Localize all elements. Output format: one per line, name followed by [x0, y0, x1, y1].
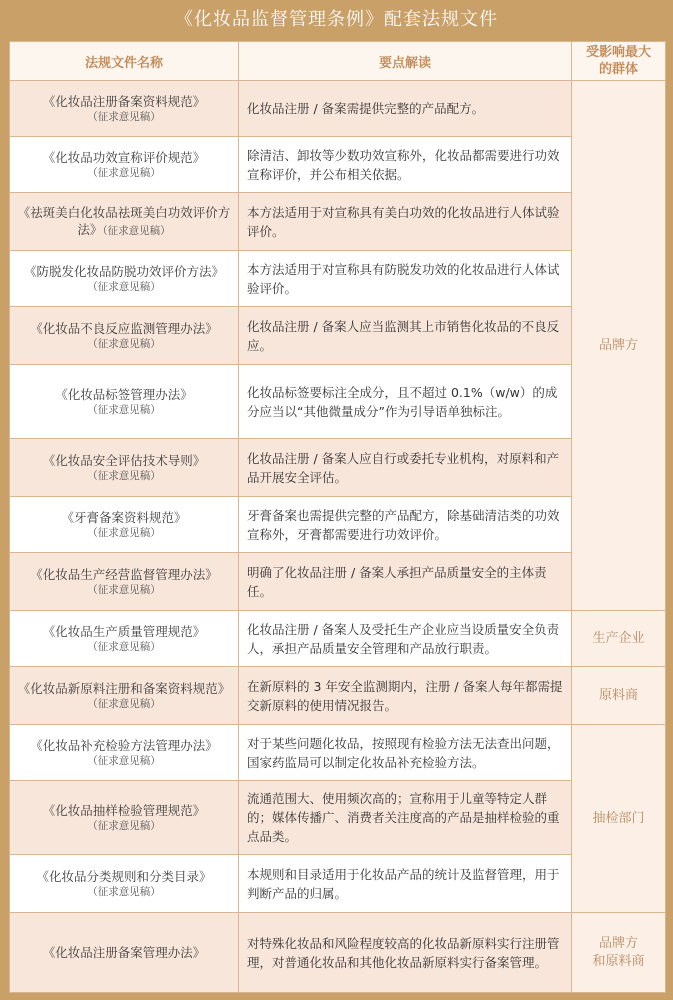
- key-point: 化妆品注册 / 备案人应自行或委托专业机构，对原料和产品开展安全评估。: [239, 439, 572, 497]
- regulation-table: [9, 41, 666, 993]
- table-row: [10, 81, 666, 137]
- draft-note: （征求意见稿）: [87, 403, 161, 416]
- regulation-name-cell: [10, 365, 239, 439]
- table-row: [10, 251, 666, 307]
- regulation-name: 《牙膏备案资料规范》: [61, 509, 187, 525]
- regulation-name: 《化妆品补充检验方法管理办法》: [30, 737, 218, 753]
- regulation-name-cell: [10, 667, 239, 725]
- table-row: [10, 781, 666, 855]
- page-title: 《化妆品监督管理条例》配套法规文件: [175, 9, 498, 30]
- affected-group-manufacturer: 生产企业: [572, 611, 666, 667]
- header-affected-group-line2: 的群体: [598, 62, 638, 77]
- regulation-name: 《化妆品标签管理办法》: [55, 386, 193, 402]
- affected-group-line2: 和原料商: [592, 953, 645, 969]
- key-point: 化妆品注册 / 备案需提供完整的产品配方。: [239, 81, 572, 137]
- affected-group-inspection: 抽检部门: [572, 725, 666, 913]
- affected-group-brand: 品牌方: [572, 81, 666, 611]
- key-point: 本方法适用于对宣称具有防脱发功效的化妆品进行人体试验评价。: [239, 251, 572, 307]
- table-row: [10, 855, 666, 913]
- regulation-name: 《化妆品生产经营监督管理办法》: [30, 566, 218, 582]
- regulation-name-cell: [10, 307, 239, 365]
- regulation-name-cell: [10, 725, 239, 781]
- regulation-name-cell: [10, 251, 239, 307]
- table-row: [10, 307, 666, 365]
- table-row: [10, 137, 666, 193]
- regulation-name-text: 《祛斑美白化妆品祛斑美白功效评价方法》: [17, 204, 231, 237]
- draft-note: （征求意见稿）: [87, 280, 161, 293]
- regulation-name: [10, 204, 238, 240]
- regulation-name: 《化妆品抽样检验管理规范》: [42, 802, 206, 818]
- regulation-name-cell: [10, 781, 239, 855]
- regulation-name-cell: [10, 497, 239, 553]
- key-point: 牙膏备案也需提供完整的产品配方，除基础清洁类的功效宣称外，牙膏都需要进行功效评价。: [239, 497, 572, 553]
- key-point: 除清洁、卸妆等少数功效宣称外，化妆品都需要进行功效宣称评价，并公布相关依据。: [239, 137, 572, 193]
- draft-note: （征求意见稿）: [87, 526, 161, 539]
- draft-note: （征求意见稿）: [102, 224, 171, 237]
- regulation-name: 《防脱发化妆品防脱功效评价方法》: [23, 263, 224, 279]
- header-affected-group-line1: 受影响最大: [585, 45, 651, 60]
- regulation-name: 《化妆品功效宣称评价规范》: [42, 149, 206, 165]
- table-header-row: [10, 42, 666, 81]
- header-key-points: 要点解读: [239, 42, 572, 81]
- table-row: [10, 439, 666, 497]
- draft-note: （征求意见稿）: [87, 885, 161, 898]
- header-regulation-name: 法规文件名称: [10, 42, 239, 81]
- key-point: 在新原料的 3 年安全监测期内，注册 / 备案人每年都需提交新原料的使用情况报告。: [239, 667, 572, 725]
- affected-group-raw-material: 原料商: [572, 667, 666, 725]
- regulation-name: 《化妆品安全评估技术导则》: [42, 452, 206, 468]
- regulation-name-cell: [10, 553, 239, 611]
- header-affected-group: [572, 42, 666, 81]
- table-row: [10, 497, 666, 553]
- table-row: [10, 913, 666, 993]
- table-row: [10, 193, 666, 251]
- key-point: 本规则和目录适用于化妆品产品的统计及监督管理，用于判断产品的归属。: [239, 855, 572, 913]
- table-row: [10, 553, 666, 611]
- draft-note: （征求意见稿）: [87, 583, 161, 596]
- regulation-name-cell: [10, 137, 239, 193]
- regulation-name: 《化妆品分类规则和分类目录》: [36, 868, 212, 884]
- regulation-name: 《化妆品不良反应监测管理办法》: [30, 320, 218, 336]
- draft-note: （征求意见稿）: [87, 754, 161, 767]
- key-point: 化妆品注册 / 备案人应当监测其上市销售化妆品的不良反应。: [239, 307, 572, 365]
- key-point: 化妆品标签要标注全成分，且不超过 0.1%（w/w）的成分应当以“其他微量成分”作为引导语单独标注。: [239, 365, 572, 439]
- draft-note: （征求意见稿）: [87, 819, 161, 832]
- key-point: 对于某些问题化妆品，按照现有检验方法无法查出问题，国家药监局可以制定化妆品补充检验方法。: [239, 725, 572, 781]
- affected-group-brand-and-raw-material: [572, 913, 666, 993]
- key-point: 对特殊化妆品和风险程度较高的化妆品新原料实行注册管理，对普通化妆品和其他化妆品新原料实行备案管理。: [239, 913, 572, 993]
- regulation-name-cell: [10, 81, 239, 137]
- key-point: 化妆品注册 / 备案人及受托生产企业应当设质量安全负责人，承担产品质量安全管理和产品放行职责。: [239, 611, 572, 667]
- regulation-name-cell: [10, 855, 239, 913]
- draft-note: （征求意见稿）: [87, 110, 161, 123]
- draft-note: （征求意见稿）: [87, 166, 161, 179]
- regulation-name-cell: [10, 193, 239, 251]
- table-row: [10, 725, 666, 781]
- draft-note: （征求意见稿）: [87, 337, 161, 350]
- regulation-name: 《化妆品注册备案资料规范》: [42, 93, 206, 109]
- regulation-name-cell: [10, 611, 239, 667]
- draft-note: （征求意见稿）: [87, 697, 161, 710]
- affected-group-line1: 品牌方: [598, 935, 638, 951]
- draft-note: （征求意见稿）: [87, 640, 161, 653]
- draft-note: （征求意见稿）: [87, 469, 161, 482]
- table-row: [10, 667, 666, 725]
- regulation-name-cell: [10, 439, 239, 497]
- regulation-name: 《化妆品生产质量管理规范》: [42, 623, 206, 639]
- key-point: 本方法适用于对宣称具有美白功效的化妆品进行人体试验评价。: [239, 193, 572, 251]
- key-point: 流通范围大、使用频次高的；宣称用于儿童等特定人群的；媒体传播广、消费者关注度高的产品是抽样检验的重点品类。: [239, 781, 572, 855]
- regulation-name-cell: [10, 913, 239, 993]
- regulation-name: 《化妆品注册备案管理办法》: [42, 945, 206, 960]
- table-row: [10, 365, 666, 439]
- regulation-name: 《化妆品新原料注册和备案资料规范》: [17, 680, 231, 696]
- key-point: 明确了化妆品注册 / 备案人承担产品质量安全的主体责任。: [239, 553, 572, 611]
- table-row: [10, 611, 666, 667]
